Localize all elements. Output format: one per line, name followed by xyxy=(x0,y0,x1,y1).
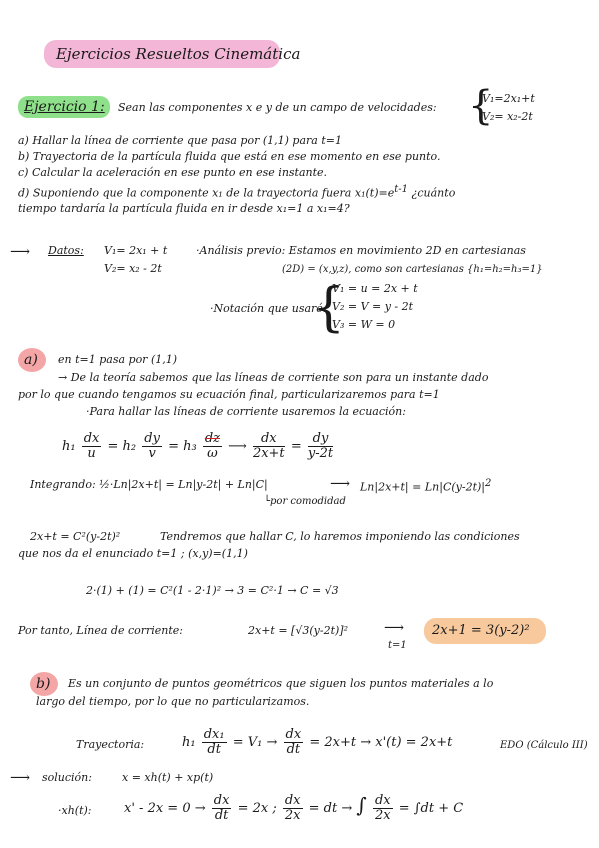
xh-eq1: x' - 2x = 0 → xyxy=(124,801,206,816)
lc-equation: 2x+t = [√3(y-2t)]² xyxy=(248,624,348,637)
solucion-label: solución: xyxy=(42,771,92,784)
lc-substitution: t=1 xyxy=(388,640,407,651)
analisis-line2: (2D) = (x,y,z), como son cartesianas {h₁=h₂=h₃=1} xyxy=(282,264,543,275)
eq-frac-dx-u xyxy=(82,432,102,461)
trayectoria-equation xyxy=(182,728,452,757)
analisis-line1: ·Análisis previo: Estamos en movimiento 2D en cartesianas xyxy=(196,244,526,257)
lc-arrow: ⟶ xyxy=(384,620,405,636)
part-b-text2: largo del tiempo, por lo que no particularizamos. xyxy=(36,695,310,708)
xh-integral: ∫ xyxy=(356,793,367,817)
eq-h1: h₁ xyxy=(62,439,76,454)
xh-eq3: = dt → xyxy=(308,801,353,816)
integrando-right-text: Ln|2x+t| = Ln|C(y-2t)| xyxy=(360,480,486,494)
substitution-line: 2·(1) + (1) = C²(1 - 2·1)² → 3 = C²·1 → C = √3 xyxy=(86,584,339,597)
edo-note: EDO (Cálculo III) xyxy=(500,740,588,751)
eq-dy: dy xyxy=(144,431,160,446)
question-c: c) Calcular la aceleración en ese punto en ese instante. xyxy=(18,166,328,179)
c-equation-text2: que nos da el enunciado t=1 ; (x,y)=(1,1) xyxy=(18,547,248,560)
xh-frac-dx-2x xyxy=(283,794,303,823)
notacion-label: ·Notación que usaré: xyxy=(210,302,327,315)
solucion-equation: x = xh(t) + xp(t) xyxy=(122,771,214,784)
eq-frac-dy-v xyxy=(142,432,162,461)
datos-v1: V₁= 2x₁ + t xyxy=(104,244,168,257)
datos-arrow: ⟶ xyxy=(10,244,31,260)
page-title: Ejercicios Resueltos Cinemática xyxy=(56,45,301,63)
question-d-line2: tiempo tardaría la partícula fluida en ir desde x₁=1 a x₁=4? xyxy=(18,202,350,215)
xh-2x: 2x xyxy=(284,808,301,823)
xh-dx: dx xyxy=(213,793,230,808)
tray-mid: = V₁ → xyxy=(232,735,278,750)
eq-h3: = h₃ xyxy=(168,439,197,454)
xh-int-2x: 2x xyxy=(374,808,391,823)
eq-dz: dz xyxy=(204,431,221,446)
part-b-label: b) xyxy=(36,676,51,692)
c-equation: 2x+t = C²(y-2t)² xyxy=(30,530,121,543)
integrando-arrow: ⟶ xyxy=(330,476,351,492)
tray-dt2: dt xyxy=(286,742,301,757)
ejercicio-label: Ejercicio 1: xyxy=(24,99,105,115)
xh-frac-int xyxy=(373,794,393,823)
velocity-brace: { xyxy=(468,83,494,129)
tray-dx: dx xyxy=(285,727,302,742)
c-equation-text1: Tendremos que hallar C, lo haremos imponiendo las condiciones xyxy=(160,530,520,543)
tray-end: = 2x+t → x'(t) = 2x+t xyxy=(309,735,453,750)
streamline-equation xyxy=(62,432,335,461)
lc-result: 2x+1 = 3(y-2)² xyxy=(432,623,530,638)
eq-frac-dz-w xyxy=(203,432,222,461)
notacion-v2: V₂ = V = y - 2t xyxy=(332,300,414,313)
datos-label: Datos: xyxy=(48,244,84,257)
xh-dx2: dx xyxy=(284,793,301,808)
xh-eq4: = ∫dt + C xyxy=(398,801,464,816)
eq-dx: dx xyxy=(83,431,100,446)
eq-u: u xyxy=(87,446,96,461)
part-a-head: en t=1 pasa por (1,1) xyxy=(58,353,178,366)
part-a-teoria2: por lo que cuando tengamos su ecuación final, particularizaremos para t=1 xyxy=(18,388,440,401)
xh-int-dx: dx xyxy=(374,793,391,808)
question-d-text: d) Suponiendo que la componente x₁ de la trayectoria fuera x₁(t)=e xyxy=(18,186,395,200)
question-a: a) Hallar la línea de corriente que pasa por (1,1) para t=1 xyxy=(18,134,342,147)
por-comodidad-note: └por comodidad xyxy=(264,496,346,507)
notacion-brace: { xyxy=(312,278,346,338)
ejercicio-v1: V₁=2x₁+t xyxy=(482,92,535,105)
por-tanto-label: Por tanto, Línea de corriente: xyxy=(18,624,183,637)
tray-h1: h₁ xyxy=(182,735,196,750)
tray-frac-dx-dt xyxy=(284,728,304,757)
eq-frac-dx-2xt xyxy=(253,432,285,461)
eq-arrow-1: ⟶ xyxy=(228,439,247,454)
datos-v2: V₂= x₂ - 2t xyxy=(104,262,162,275)
trayectoria-label: Trayectoria: xyxy=(76,738,145,751)
eq-equals: = xyxy=(290,439,302,454)
tray-dx1: dx₁ xyxy=(203,727,225,742)
part-a-teoria1: → De la teoría sabemos que las líneas de corriente son para un instante dado xyxy=(58,371,489,384)
eq-dy2: dy xyxy=(308,432,333,447)
notacion-v3: V₃ = W = 0 xyxy=(332,318,396,331)
notacion-v1: V₁ = u = 2x + t xyxy=(332,282,418,295)
xh-dt: dt xyxy=(214,808,229,823)
eq-h2: = h₂ xyxy=(107,439,137,454)
xh-frac-dx-dt xyxy=(212,794,232,823)
part-b-text1: Es un conjunto de puntos geométricos que siguen los puntos materiales a lo xyxy=(68,677,494,690)
eq-w: ω xyxy=(207,446,218,461)
part-a-teoria3: ·Para hallar las líneas de corriente usaremos la ecuación: xyxy=(86,405,406,418)
ejercicio-intro: Sean las componentes x e y de un campo de velocidades: xyxy=(118,101,437,114)
ejercicio-v2: V₂= x₂-2t xyxy=(482,110,533,123)
question-d-end: ¿cuánto xyxy=(411,186,456,200)
eq-v: v xyxy=(148,446,156,461)
question-b: b) Trayectoria de la partícula fluida que está en ese momento en ese punto. xyxy=(18,150,441,163)
eq-dx2: dx xyxy=(253,432,285,447)
question-d-line1 xyxy=(18,184,455,201)
eq-2xt: 2x+t xyxy=(252,446,285,461)
tray-dt: dt xyxy=(207,742,221,757)
integrando-right xyxy=(360,478,491,495)
question-d-exp: t-1 xyxy=(394,184,408,195)
part-a-label: a) xyxy=(24,352,38,368)
xh-label: ·xh(t): xyxy=(58,804,92,817)
tray-frac-dx1-dt xyxy=(202,728,227,757)
integrando-left: Integrando: ½·Ln|2x+t| = Ln|y-2t| + Ln|C| xyxy=(30,478,268,491)
xh-equation xyxy=(124,794,463,823)
eq-y2t: y-2t xyxy=(307,446,334,461)
integrando-exp: 2 xyxy=(485,478,492,489)
eq-frac-dy-y2t xyxy=(308,432,333,461)
xh-eq2: = 2x ; xyxy=(237,801,277,816)
solucion-arrow: ⟶ xyxy=(10,770,31,786)
